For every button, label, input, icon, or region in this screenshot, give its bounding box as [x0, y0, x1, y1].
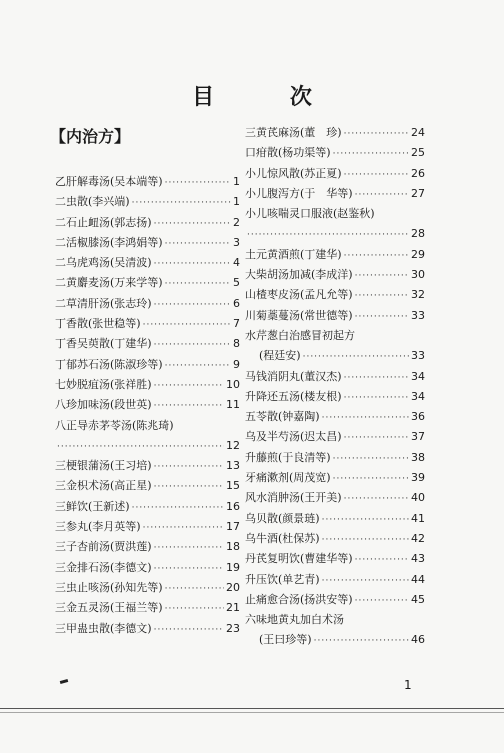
- toc-entry[interactable]: [55, 497, 240, 517]
- toc-entry-name: 三甲蛊虫散(李德文): [55, 621, 152, 635]
- dot-leader: [165, 234, 231, 253]
- toc-entry[interactable]: [245, 306, 425, 326]
- toc-entry[interactable]: [55, 314, 240, 334]
- toc-entry-page: 3: [233, 235, 240, 249]
- toc-entry-name: 三黄芪麻汤(董 珍): [245, 126, 342, 139]
- toc-entry[interactable]: [55, 416, 240, 457]
- toc-entry-page: 4: [233, 256, 240, 270]
- dot-leader: [322, 408, 409, 427]
- toc-entry-page: 2: [233, 215, 240, 229]
- toc-entry[interactable]: [245, 184, 425, 204]
- dot-leader: [154, 214, 231, 233]
- dot-leader: [165, 274, 231, 293]
- dot-leader: [355, 286, 409, 305]
- dot-leader: [154, 559, 224, 578]
- toc-entry[interactable]: [245, 590, 425, 610]
- toc-entry-name: 五苓散(钟嘉陶): [245, 410, 320, 424]
- toc-entry-name: 二石止衄汤(郭志扬): [55, 215, 152, 229]
- toc-entry-name: 三鲜饮(王新述): [55, 499, 130, 513]
- dot-leader: [355, 591, 409, 610]
- toc-entry-name: 丁香散(张世稳等): [55, 317, 141, 331]
- dot-leader: [344, 165, 409, 184]
- dot-leader: [154, 254, 231, 273]
- toc-entry-page: 26: [411, 166, 425, 180]
- toc-entry-page: 30: [411, 268, 425, 282]
- toc-entry[interactable]: [55, 578, 240, 598]
- dot-leader: [355, 266, 409, 285]
- toc-entry-name: 三梗银蒲汤(王习培): [55, 459, 152, 473]
- toc-entry-name: 止痛愈合汤(扬洪安等): [245, 592, 353, 606]
- toc-entry-page: 19: [226, 560, 240, 574]
- toc-entry-page: 6: [233, 296, 240, 310]
- toc-entry[interactable]: [245, 610, 425, 651]
- toc-entry-name: 山楂枣皮汤(孟凡允等): [245, 288, 353, 302]
- dot-leader: [303, 347, 409, 366]
- toc-entry-author: (王曰珍等): [259, 633, 312, 647]
- toc-entry-page: 34: [411, 369, 425, 383]
- toc-entry[interactable]: [245, 326, 425, 367]
- toc-entry-page: 27: [411, 186, 425, 200]
- toc-entry-page: 42: [411, 531, 425, 545]
- toc-entry-name: 三金枳术汤(高正星): [55, 479, 152, 493]
- toc-entry-page: 24: [411, 126, 425, 139]
- dot-leader: [344, 388, 409, 407]
- toc-entry[interactable]: [245, 143, 425, 163]
- toc-entry[interactable]: [245, 488, 425, 508]
- page-number: 1: [404, 678, 412, 692]
- toc-entry-name: 三虫止咳汤(孙知先等): [55, 580, 163, 594]
- toc-entry-name: 三参丸(李月英等): [55, 520, 141, 534]
- toc-entry-page: 16: [226, 499, 240, 513]
- toc-entry-page: 9: [233, 357, 240, 371]
- toc-entry-name: 二虫散(李兴端): [55, 195, 130, 209]
- toc-entry-name: 升降还五汤(楼友根): [245, 389, 342, 403]
- toc-entry-page: 1: [233, 195, 240, 209]
- toc-entry-name: 乌牛酒(杜保苏): [245, 531, 320, 545]
- toc-column-left: [55, 172, 240, 639]
- toc-entry[interactable]: [245, 468, 425, 488]
- toc-column-right: [245, 123, 425, 651]
- toc-entry-name: 六味地黄丸加白术汤: [245, 613, 344, 627]
- dot-leader: [165, 579, 224, 598]
- toc-entry-name: 八珍加味汤(段世英): [55, 398, 152, 412]
- toc-entry-name: 二乌虎鸡汤(吴清波): [55, 256, 152, 270]
- toc-entry[interactable]: [245, 529, 425, 549]
- dot-leader: [322, 510, 409, 529]
- dot-leader: [333, 449, 409, 468]
- toc-entry-page: 15: [226, 479, 240, 493]
- bottom-rule-secondary: [0, 712, 504, 713]
- toc-entry[interactable]: [55, 213, 240, 233]
- toc-entry[interactable]: [245, 245, 425, 265]
- toc-entry-name: 风水消肿汤(王开美): [245, 491, 342, 505]
- toc-entry[interactable]: [55, 294, 240, 314]
- toc-entry[interactable]: [245, 549, 425, 569]
- toc-entry-name: 牙痛漱剂(周茂宽): [245, 471, 331, 485]
- dot-leader: [154, 335, 231, 354]
- dot-leader: [132, 498, 224, 517]
- toc-entry[interactable]: [55, 619, 240, 639]
- toc-entry-page: 41: [411, 511, 425, 525]
- toc-entry-page: 10: [226, 377, 240, 391]
- toc-entry-name: 七妙脱疽汤(张祥胜): [55, 377, 152, 391]
- toc-entry-name: 三子杏前汤(贾洪莲): [55, 540, 152, 554]
- toc-entry-page: 36: [411, 410, 425, 424]
- toc-entry-page: 45: [411, 592, 425, 606]
- toc-entry-page: 25: [411, 146, 425, 160]
- toc-entry-page: 37: [411, 430, 425, 444]
- toc-entry-page: 18: [226, 540, 240, 554]
- toc-entry-author: (程廷安): [259, 349, 301, 363]
- dot-leader: [247, 225, 409, 244]
- toc-entry-page: 17: [226, 520, 240, 534]
- dot-leader: [57, 437, 224, 456]
- toc-entry-page: 28: [411, 227, 425, 241]
- toc-entry-name: 马钱消阴丸(董汉杰): [245, 369, 342, 383]
- toc-entry[interactable]: [245, 570, 425, 590]
- dot-leader: [333, 144, 409, 163]
- dot-leader: [154, 457, 224, 476]
- dot-leader: [344, 246, 409, 265]
- toc-entry[interactable]: [245, 123, 425, 143]
- toc-entry[interactable]: [245, 387, 425, 407]
- toc-entry-page: 32: [411, 288, 425, 302]
- toc-entry[interactable]: [55, 172, 240, 192]
- toc-entry-name: 丹芪复明饮(曹建华等): [245, 552, 353, 566]
- toc-entry-name: 大柴胡汤加减(李成洋): [245, 268, 353, 282]
- toc-entry-page: 44: [411, 572, 425, 586]
- toc-entry[interactable]: [55, 558, 240, 578]
- dot-leader: [143, 518, 224, 537]
- toc-entry-name: 八正导赤茅苓汤(陈兆琦): [55, 418, 174, 432]
- toc-entry[interactable]: [245, 285, 425, 305]
- dot-leader: [154, 295, 231, 314]
- toc-entry-name: 口疳散(杨功渠等): [245, 146, 331, 160]
- ink-mark: [60, 679, 69, 684]
- dot-leader: [322, 571, 409, 590]
- toc-entry-page: 1: [233, 175, 240, 188]
- toc-entry[interactable]: [245, 509, 425, 529]
- dot-leader: [355, 550, 409, 569]
- toc-entry-name: 土元黄酒煎(丁建华): [245, 247, 342, 261]
- dot-leader: [154, 396, 224, 415]
- toc-entry-name: 丁香吴萸散(丁建华): [55, 337, 152, 351]
- toc-entry[interactable]: [245, 367, 425, 387]
- toc-entry[interactable]: [245, 204, 425, 245]
- toc-entry[interactable]: [245, 448, 425, 468]
- dot-leader: [355, 307, 409, 326]
- section-heading: 【内治方】: [50, 127, 131, 146]
- dot-leader: [154, 620, 224, 639]
- dot-leader: [355, 185, 409, 204]
- toc-entry-name: 三金五灵汤(王福兰等): [55, 601, 163, 615]
- toc-entry-name: 乌及半芍汤(迟太昌): [245, 430, 342, 444]
- toc-entry-page: 33: [411, 308, 425, 322]
- toc-entry-name: 二活椒膝汤(李鸿娟等): [55, 235, 163, 249]
- toc-entry-page: 23: [226, 621, 240, 635]
- toc-entry-name: 小儿腹泻方(于 华等): [245, 186, 353, 200]
- toc-entry[interactable]: [55, 192, 240, 212]
- dot-leader: [132, 193, 231, 212]
- toc-entry-page: 21: [226, 601, 240, 615]
- toc-entry[interactable]: [55, 517, 240, 537]
- dot-leader: [344, 368, 409, 387]
- dot-leader: [344, 489, 409, 508]
- toc-entry-page: 43: [411, 552, 425, 566]
- toc-entry-page: 13: [226, 459, 240, 473]
- toc-entry-name: 二草清肝汤(张志玲): [55, 296, 152, 310]
- bottom-rule: [0, 708, 504, 709]
- dot-leader: [154, 376, 224, 395]
- dot-leader: [154, 538, 224, 557]
- dot-leader: [165, 173, 231, 192]
- toc-entry-name: 川菊藁蔓汤(常世德等): [245, 308, 353, 322]
- toc-entry[interactable]: [55, 598, 240, 618]
- page-title: 目 次: [192, 85, 346, 110]
- toc-entry[interactable]: [245, 265, 425, 285]
- toc-entry[interactable]: [55, 375, 240, 395]
- toc-entry-page: 46: [411, 633, 425, 647]
- toc-entry-name: 升压饮(单艺青): [245, 572, 320, 586]
- dot-leader: [322, 530, 409, 549]
- toc-entry-name: 水芹葱白治感冒初起方: [245, 328, 355, 342]
- toc-entry-page: 40: [411, 491, 425, 505]
- dot-leader: [314, 631, 409, 650]
- toc-entry-name: 丁郁苏石汤(陈淑珍等): [55, 357, 163, 371]
- toc-entry[interactable]: [55, 334, 240, 354]
- toc-entry-name: 小儿惊风散(苏正夏): [245, 166, 342, 180]
- toc-entry[interactable]: [55, 355, 240, 375]
- toc-entry-page: 34: [411, 389, 425, 403]
- toc-entry[interactable]: [245, 407, 425, 427]
- toc-entry-name: 升藤煎(于良清等): [245, 450, 331, 464]
- dot-leader: [344, 428, 409, 447]
- toc-entry[interactable]: [55, 476, 240, 496]
- toc-entry-page: 8: [233, 337, 240, 351]
- dot-leader: [165, 356, 231, 375]
- dot-leader: [143, 315, 231, 334]
- toc-entry-name: 二黄麝麦汤(万来学等): [55, 276, 163, 290]
- dot-leader: [333, 469, 409, 488]
- toc-entry-name: 三金排石汤(李德文): [55, 560, 152, 574]
- toc-entry[interactable]: [55, 456, 240, 476]
- toc-entry-page: 11: [226, 398, 240, 412]
- toc-entry-name: 乌贝散(颜景琏): [245, 511, 320, 525]
- toc-entry-page: 20: [226, 580, 240, 594]
- toc-entry-name: 乙肝解毒汤(吴本端等): [55, 175, 163, 188]
- toc-entry-page: 29: [411, 247, 425, 261]
- toc-entry[interactable]: [55, 537, 240, 557]
- toc-entry-page: 33: [411, 349, 425, 363]
- dot-leader: [165, 599, 224, 618]
- toc-entry-page: 12: [226, 438, 240, 452]
- dot-leader: [344, 124, 409, 143]
- toc-entry-page: 7: [233, 317, 240, 331]
- toc-entry[interactable]: [245, 427, 425, 447]
- dot-leader: [154, 477, 224, 496]
- toc-entry[interactable]: [55, 253, 240, 273]
- toc-entry[interactable]: [245, 164, 425, 184]
- toc-entry-page: 38: [411, 450, 425, 464]
- toc-entry[interactable]: [55, 233, 240, 253]
- toc-entry[interactable]: [55, 395, 240, 415]
- toc-entry-page: 39: [411, 471, 425, 485]
- toc-entry-name: 小儿咳喘灵口服液(赵鉴秋): [245, 207, 375, 221]
- toc-entry-page: 5: [233, 276, 240, 290]
- toc-entry[interactable]: [55, 273, 240, 293]
